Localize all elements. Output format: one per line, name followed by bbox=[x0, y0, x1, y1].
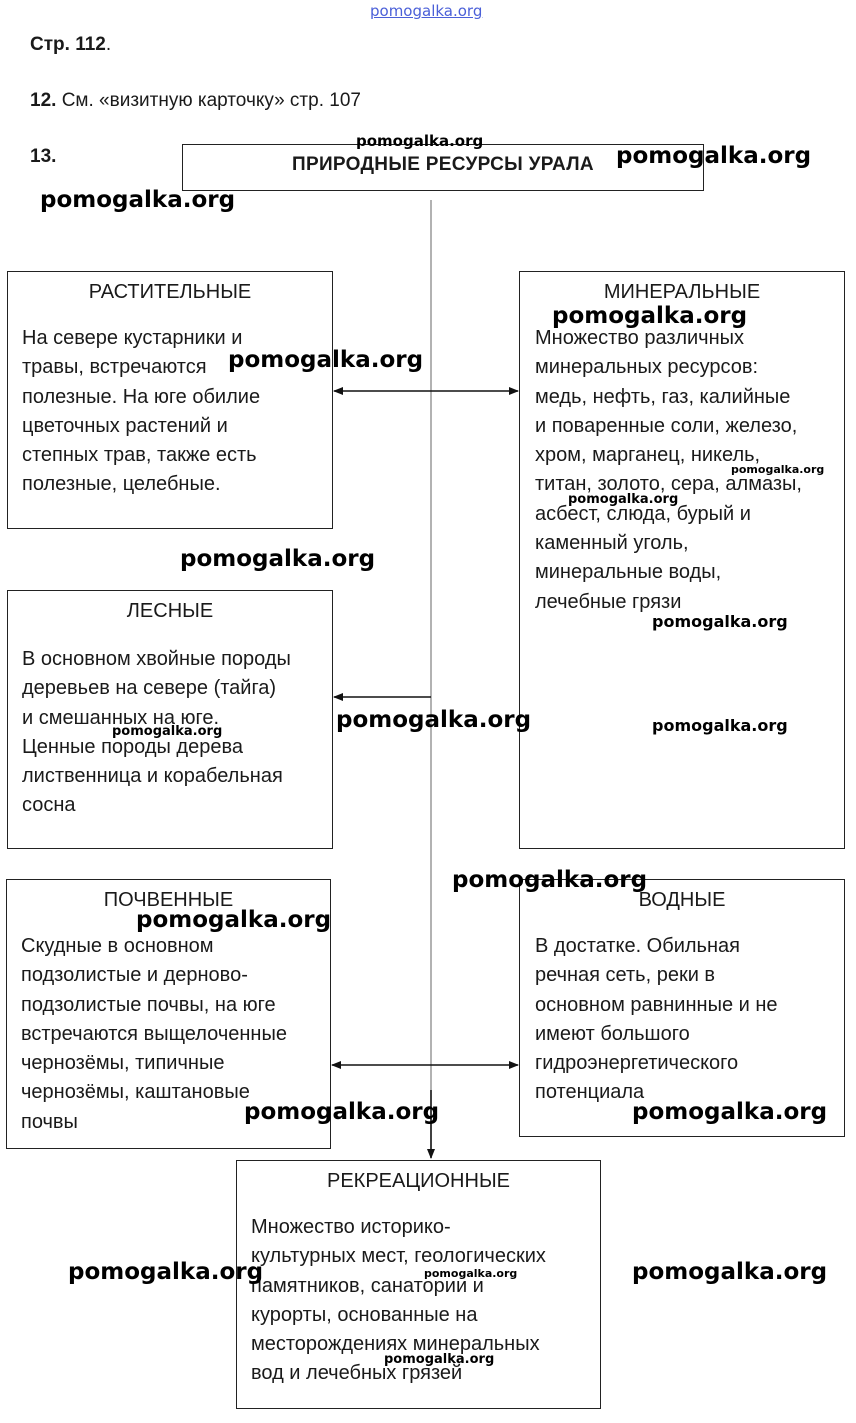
watermark: pomogalka.org bbox=[136, 907, 332, 933]
text-line: вод и лечебных грязей bbox=[251, 1362, 463, 1385]
watermark: pomogalka.org bbox=[424, 1267, 518, 1280]
text-line: почвы bbox=[21, 1110, 78, 1133]
watermark: pomogalka.org bbox=[652, 716, 788, 735]
text-line: памятников, санатории и bbox=[251, 1274, 484, 1297]
text-line: В достатке. Обильная bbox=[535, 935, 740, 957]
box-recreation-resources bbox=[236, 1160, 601, 1409]
text-line: курорты, основанные на bbox=[251, 1303, 478, 1326]
watermark: pomogalka.org bbox=[552, 303, 748, 329]
watermark: pomogalka.org bbox=[40, 187, 236, 213]
task-12-text: См. «визитную карточку» стр. 107 bbox=[56, 90, 361, 111]
watermark: pomogalka.org bbox=[568, 492, 679, 507]
text-line: имеют большого bbox=[535, 1022, 690, 1045]
box-mineral-resources bbox=[519, 271, 845, 849]
soil-resources-title: ПОЧВЕННЫЕ bbox=[103, 889, 234, 911]
watermark: pomogalka.org bbox=[228, 347, 424, 373]
box-plant-resources bbox=[7, 271, 333, 529]
text-line: лиственница и корабельная bbox=[22, 765, 283, 788]
mineral-resources-title: МИНЕРАЛЬНЫЕ bbox=[603, 281, 761, 303]
text-line: На севере кустарники и bbox=[22, 327, 243, 349]
text-line: Множество историко- bbox=[251, 1216, 451, 1238]
text-line: и смешанных на юге. bbox=[22, 706, 220, 729]
text-line: встречаются выщелоченные bbox=[21, 1022, 287, 1045]
watermark: pomogalka.org bbox=[731, 463, 825, 476]
text-line: медь, нефть, газ, калийные bbox=[535, 385, 791, 408]
plant-resources-text bbox=[22, 324, 260, 500]
text-line: минеральные воды, bbox=[535, 561, 722, 584]
task-12-number: 12. bbox=[30, 90, 57, 111]
forest-resources-title: ЛЕСНЫЕ bbox=[126, 600, 214, 622]
text-line: травы, встречаются bbox=[22, 356, 207, 379]
text-line: Скудные в основном bbox=[21, 935, 214, 957]
box-forest-resources bbox=[7, 590, 333, 849]
text-line: минеральных ресурсов: bbox=[535, 356, 759, 379]
text-line: чернозёмы, типичные bbox=[21, 1052, 225, 1075]
plant-resources-title: РАСТИТЕЛЬНЫЕ bbox=[88, 281, 252, 303]
text-line: и поваренные соли, железо, bbox=[535, 414, 798, 437]
text-line: титан, золото, сера, алмазы, bbox=[535, 473, 802, 496]
text-line: месторождениях минеральных bbox=[251, 1333, 540, 1356]
text-line: Множество различных bbox=[535, 327, 744, 349]
text-line: подзолистые почвы, на юге bbox=[21, 993, 276, 1016]
water-resources-text bbox=[535, 932, 778, 1108]
text-line: чернозёмы, каштановые bbox=[21, 1081, 250, 1104]
watermark-top-link: pomogalka.org bbox=[370, 2, 483, 20]
watermark: pomogalka.org bbox=[452, 867, 648, 893]
text-line: степных трав, также есть bbox=[22, 444, 257, 467]
page-reference-dot: . bbox=[105, 34, 112, 55]
task-13-number: 13. bbox=[30, 146, 57, 167]
text-line: гидроэнергетического bbox=[535, 1052, 739, 1075]
text-line: подзолистые и дерново- bbox=[21, 964, 248, 987]
watermark: pomogalka.org bbox=[616, 143, 812, 169]
watermark: pomogalka.org bbox=[632, 1259, 828, 1285]
watermark: pomogalka.org bbox=[180, 546, 376, 572]
text-line: лечебные грязи bbox=[535, 590, 682, 613]
watermark: pomogalka.org bbox=[336, 707, 532, 733]
watermark: pomogalka.org bbox=[356, 132, 484, 150]
text-line: полезные. На юге обилие bbox=[22, 385, 261, 408]
watermark: pomogalka.org bbox=[68, 1259, 264, 1285]
watermark: pomogalka.org bbox=[112, 724, 223, 739]
text-line: потенциала bbox=[535, 1081, 645, 1104]
text-line: деревьев на севере (тайга) bbox=[22, 677, 277, 700]
text-line: асбест, слюда, бурый и bbox=[535, 502, 751, 525]
watermark: pomogalka.org bbox=[384, 1352, 495, 1367]
text-line: культурных мест, геологических bbox=[251, 1245, 546, 1268]
watermark: pomogalka.org bbox=[244, 1099, 440, 1125]
text-line: каменный уголь, bbox=[535, 532, 689, 555]
text-line: В основном хвойные породы bbox=[22, 648, 291, 670]
recreation-resources-title: РЕКРЕАЦИОННЫЕ bbox=[326, 1170, 510, 1192]
text-line: сосна bbox=[22, 794, 76, 817]
text-line: полезные, целебные. bbox=[22, 473, 221, 496]
watermark: pomogalka.org bbox=[632, 1099, 828, 1125]
page-reference-label: Стр. 112 bbox=[30, 34, 106, 55]
text-line: Ценные породы дерева bbox=[22, 735, 243, 758]
text-line: цветочных растений и bbox=[22, 414, 228, 437]
text-line: речная сеть, реки в bbox=[535, 964, 716, 987]
text-line: хром, марганец, никель, bbox=[535, 444, 761, 467]
text-line: основном равнинные и не bbox=[535, 993, 778, 1016]
diagram-title: ПРИРОДНЫЕ РЕСУРСЫ УРАЛА bbox=[292, 154, 594, 175]
watermark: pomogalka.org bbox=[652, 612, 788, 631]
water-resources-title: ВОДНЫЕ bbox=[638, 889, 726, 911]
